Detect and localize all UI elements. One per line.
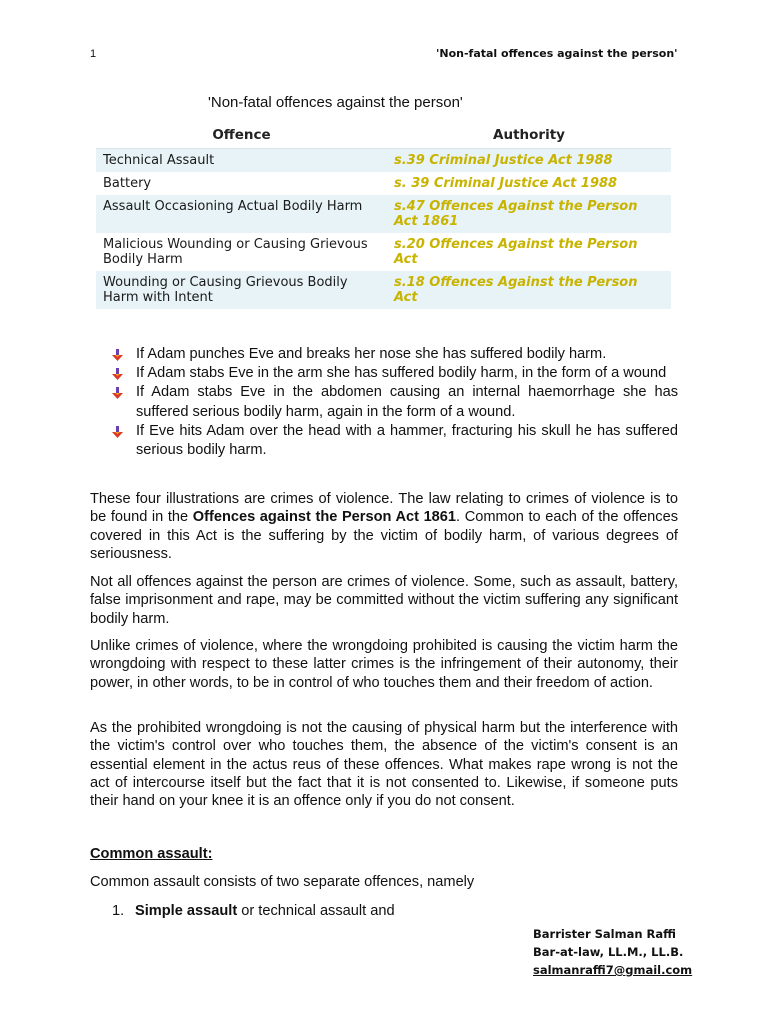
column-header-authority: Authority (387, 121, 671, 149)
list-item-text: or technical assault and (237, 903, 395, 919)
paragraph: Not all offences against the person are crimes of violence. Some, such as assault, battery, false imprisonment and rape, may be committed without the victim suffering any significant bodily harm. (90, 574, 678, 627)
offence-table (96, 121, 671, 309)
table-row (96, 271, 671, 309)
paragraph-text: . Common to each of the offences covered in this Act is the suffering by the victim of bodily harm, of various degrees of seriousness. (90, 509, 679, 562)
act-name: Offences against the Person Act 1861 (192, 509, 457, 526)
running-header: 'Non-fatal offences against the person' (436, 47, 678, 60)
column-header-offence: Offence (96, 121, 387, 149)
paragraph: As the prohibited wrongdoing is not the causing of physical harm but the interference with the victim's control over who touches them, the absence of the victim's consent is an essential element in the actus reus of these offences. What makes rape wrong is not the act of intercourse itself but the fact that it is not consented to. Likewise, if someone puts their hand on your knee it is an offence only if you do not consent. (90, 720, 678, 810)
offence-cell: Assault Occasioning Actual Bodily Harm (96, 195, 387, 233)
table-header-row (96, 121, 671, 149)
illustration-list (112, 345, 678, 460)
list-item (112, 345, 678, 364)
author-signature (533, 925, 692, 979)
authority-cell: s. 39 Criminal Justice Act 1988 (387, 172, 671, 195)
author-credentials: Bar-at-law, LL.M., LL.B. (533, 945, 684, 959)
bullet-text: If Eve hits Adam over the head with a hammer, fracturing his skull he has suffered serious bodily harm. (136, 422, 678, 459)
page-number: 1 (90, 48, 97, 60)
authority-cell: s.20 Offences Against the Person Act (387, 233, 671, 271)
arrow-down-icon (112, 386, 123, 400)
offence-cell: Malicious Wounding or Causing Grievous Bodily Harm (96, 233, 387, 271)
bullet-text: If Adam stabs Eve in the abdomen causing an internal haemorrhage she has suffered serious bodily harm, again in the form of a wound. (136, 384, 678, 420)
offence-cell: Battery (96, 172, 387, 195)
author-name: Barrister Salman Raffi (533, 927, 676, 941)
bullet-text: If Adam stabs Eve in the arm she has suffered bodily harm, in the form of a wound (136, 365, 667, 382)
paragraph-text: These four illustrations are crimes of violence. The law relating to crimes of violence is to be found in the (90, 491, 678, 526)
authority-cell: s.18 Offences Against the Person Act (387, 271, 671, 309)
numbered-list-item (112, 903, 395, 919)
list-number: 1. (112, 903, 125, 919)
list-item (112, 422, 678, 460)
section-heading: Common assault: (90, 846, 213, 862)
paragraph (90, 490, 678, 563)
paragraph: Unlike crimes of violence, where the wrongdoing prohibited is causing the victim harm the wrongdoing with respect to these latter crimes is the infringement of their autonomy, their power, in other words, to be in control of who touches them and their freedom of action. (90, 638, 678, 691)
section-intro: Common assault consists of two separate offences, namely (90, 874, 475, 890)
arrow-down-icon (112, 425, 123, 439)
term-bold: Simple assault (135, 903, 238, 919)
table-row (96, 149, 671, 173)
authority-cell: s.39 Criminal Justice Act 1988 (387, 149, 671, 173)
arrow-down-icon (112, 348, 123, 362)
table-row (96, 172, 671, 195)
arrow-down-icon (112, 367, 123, 381)
page-title: 'Non-fatal offences against the person' (208, 94, 463, 111)
offence-cell: Wounding or Causing Grievous Bodily Harm with Intent (96, 271, 387, 309)
table-row (96, 195, 671, 233)
offence-cell: Technical Assault (96, 149, 387, 173)
author-email-link[interactable]: salmanraffi7@gmail.com (533, 963, 693, 977)
table-row (96, 233, 671, 271)
bullet-text: If Adam punches Eve and breaks her nose she has suffered bodily harm. (136, 346, 607, 362)
list-item (112, 383, 678, 421)
authority-cell: s.47 Offences Against the Person Act 1861 (387, 195, 671, 233)
list-item (112, 364, 678, 383)
